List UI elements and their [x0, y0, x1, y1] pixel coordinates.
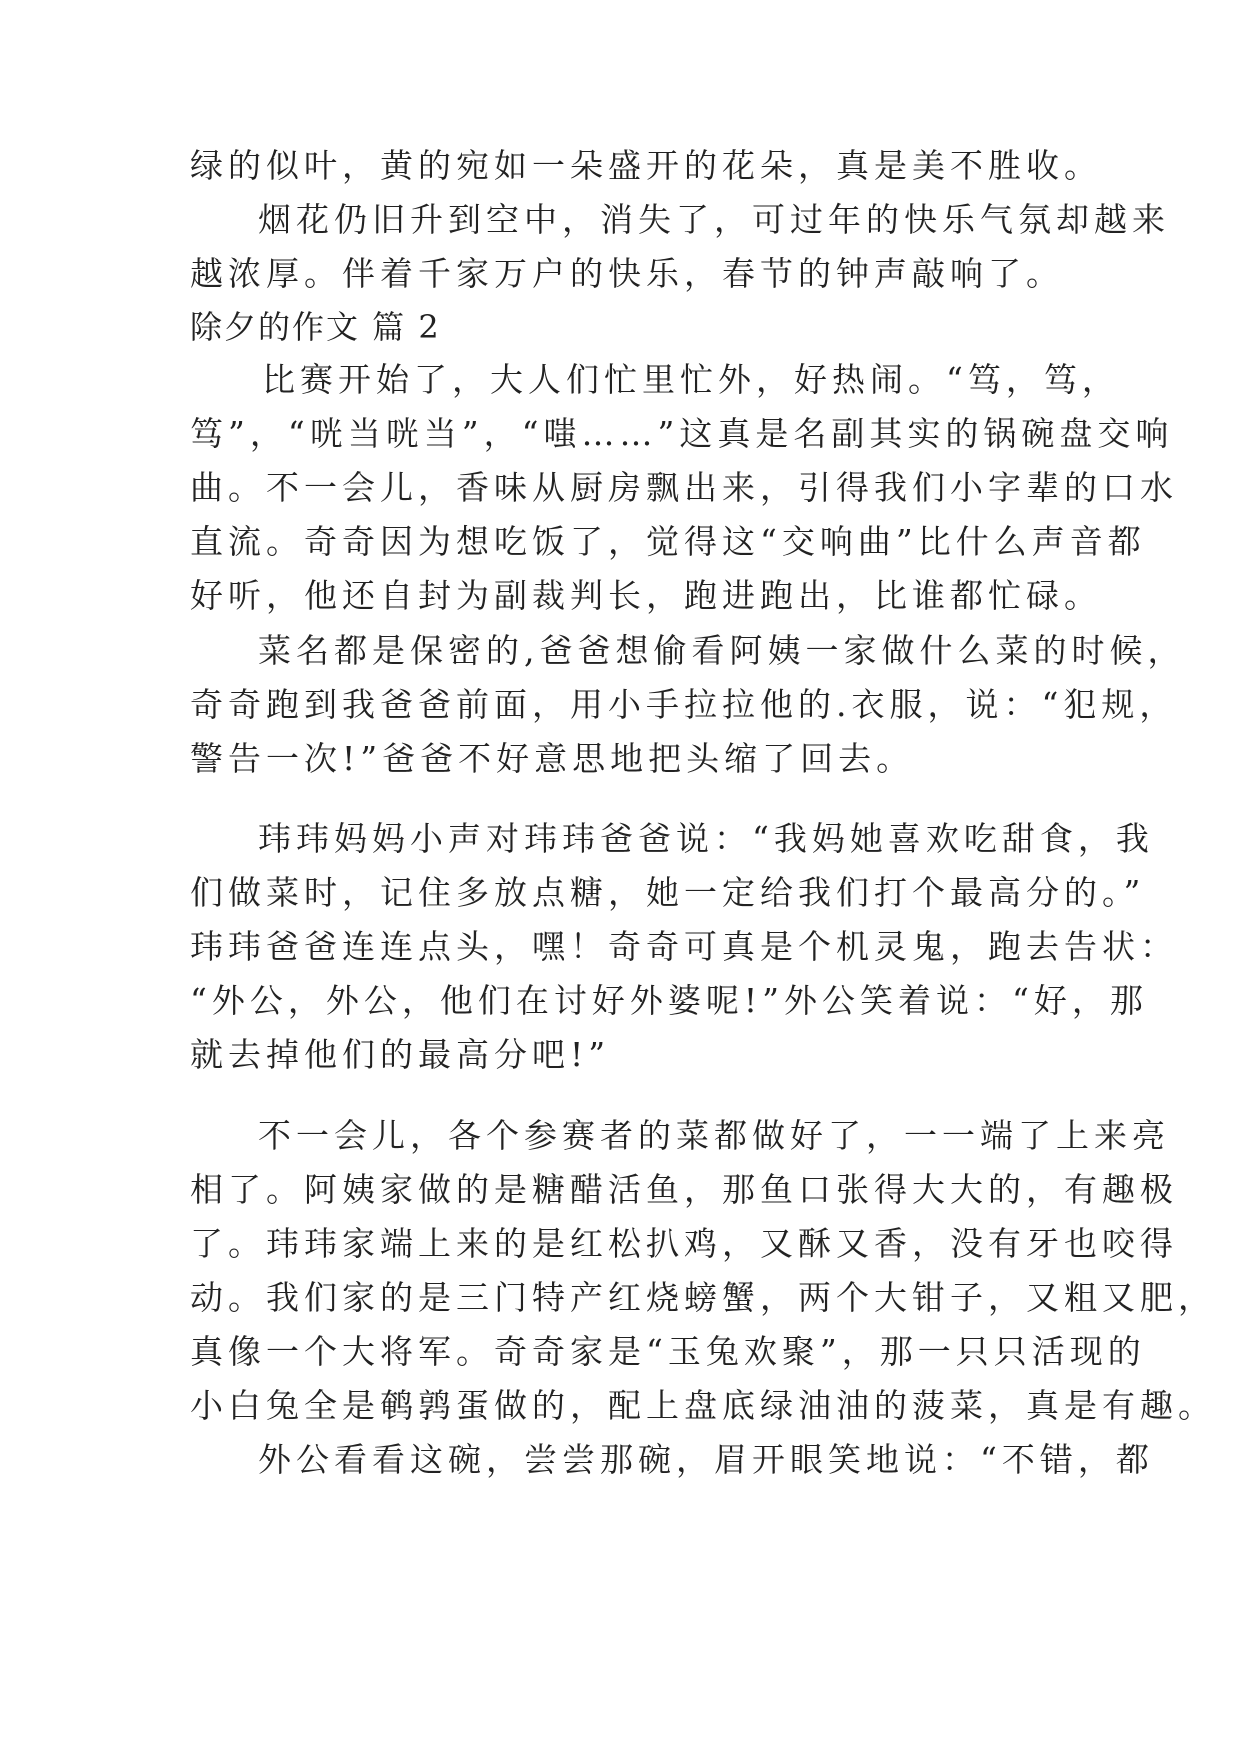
section-heading: 除夕的作文 篇 2 [190, 308, 441, 346]
paragraph-line-8: 好听，他还自封为副裁判长，跑进跑出，比谁都忙碌。 [190, 576, 1102, 615]
paragraph-line-6: 曲。不一会儿，香味从厨房飘出来，引得我们小字辈的口水 [190, 468, 1178, 507]
paragraph-line-3: 越浓厚。伴着千家万户的快乐，春节的钟声敲响了。 [190, 254, 1064, 293]
paragraph-line-15: “外公，外公，他们在讨好外婆呢!”外公笑着说：“好，那 [190, 981, 1148, 1020]
paragraph-line-11: 警告一次!”爸爸不好意思地把头缩了回去。 [190, 739, 915, 778]
paragraph-line-19: 了。玮玮家端上来的是红松扒鸡，又酥又香，没有牙也咬得 [190, 1224, 1178, 1263]
paragraph-line-7: 直流。奇奇因为想吃饭了，觉得这“交响曲”比什么声音都 [190, 522, 1146, 561]
paragraph-line-18: 相了。阿姨家做的是糖醋活鱼，那鱼口张得大大的，有趣极 [190, 1170, 1178, 1209]
paragraph-line-5: 笃”，“咣当咣当”，“嗤……”这真是名副其实的锅碗盘交响 [190, 414, 1174, 453]
paragraph-line-12: 玮玮妈妈小声对玮玮爸爸说：“我妈她喜欢吃甜食，我 [258, 819, 1154, 858]
paragraph-line-13: 们做菜时，记住多放点糖，她一定给我们打个最高分的。” [190, 873, 1146, 912]
paragraph-line-16: 就去掉他们的最高分吧!” [190, 1035, 611, 1074]
paragraph-line-4: 比赛开始了，大人们忙里忙外，好热闹。“笃，笃， [262, 360, 1120, 399]
paragraph-line-20: 动。我们家的是三门特产红烧螃蟹，两个大钳子，又粗又肥， [190, 1278, 1216, 1317]
paragraph-line-2: 烟花仍旧升到空中，消失了，可过年的快乐气氛却越来 [258, 200, 1170, 239]
paragraph-line-21: 真像一个大将军。奇奇家是“玉兔欢聚”，那一只只活现的 [190, 1332, 1146, 1371]
paragraph-line-22: 小白兔全是鹌鹑蛋做的，配上盘底绿油油的菠菜，真是有趣。 [190, 1386, 1216, 1425]
paragraph-line-14: 玮玮爸爸连连点头，嘿！奇奇可真是个机灵鬼，跑去告状： [190, 927, 1178, 966]
paragraph-line-23: 外公看看这碗，尝尝那碗，眉开眼笑地说：“不错，都 [258, 1440, 1154, 1479]
paragraph-line-1: 绿的似叶，黄的宛如一朵盛开的花朵，真是美不胜收。 [190, 146, 1102, 185]
paragraph-line-10: 奇奇跑到我爸爸前面，用小手拉拉他的.衣服，说：“犯规， [190, 685, 1178, 724]
paragraph-line-9: 菜名都是保密的,爸爸想偷看阿姨一家做什么菜的时候， [258, 631, 1186, 670]
paragraph-line-17: 不一会儿，各个参赛者的菜都做好了，一一端了上来亮 [258, 1116, 1170, 1155]
